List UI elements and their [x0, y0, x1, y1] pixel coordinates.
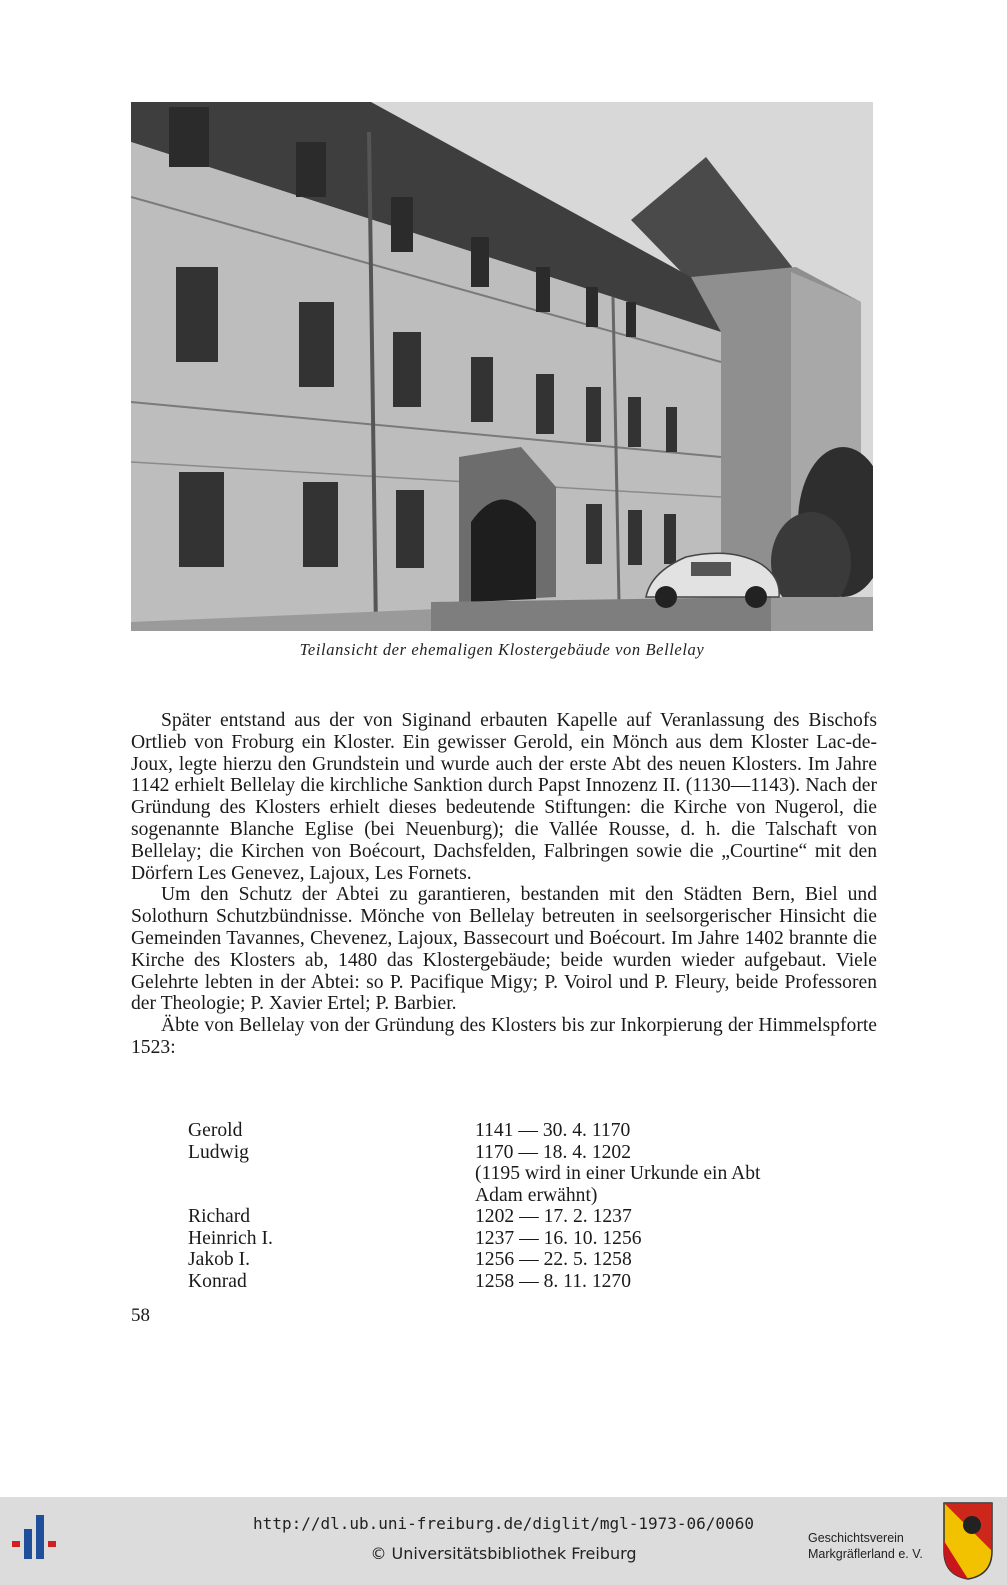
abbot-dates: 1170 — 18. 4. 1202	[475, 1141, 632, 1163]
abbot-row	[188, 1120, 868, 1142]
abbot-dates: 1258 — 8. 11. 1270	[475, 1270, 632, 1292]
abbot-dates: 1202 — 17. 2. 1237	[475, 1206, 632, 1227]
footer-bar	[0, 1497, 1007, 1585]
footer-url-link[interactable]: http://dl.ub.uni-freiburg.de/diglit/mgl-1973-06/0060	[253, 1514, 754, 1533]
monastery-photo	[131, 102, 873, 631]
abbot-name: Jakob I.	[188, 1249, 251, 1270]
abbot-row	[188, 1249, 868, 1271]
society-name	[808, 1530, 933, 1562]
abbot-dates: 1141 — 30. 4. 1170	[475, 1120, 631, 1141]
society-line: Markgräflerland e. V.	[808, 1547, 923, 1561]
footer-copyright: © Universitätsbibliothek Freiburg	[370, 1544, 637, 1563]
abbot-dates: 1256 — 22. 5. 1258	[475, 1249, 632, 1270]
abbot-name: Konrad	[188, 1270, 247, 1292]
coat-of-arms-icon	[942, 1501, 994, 1581]
abbot-dates: 1237 — 16. 10. 1256	[475, 1227, 642, 1249]
abbot-name: Gerold	[188, 1120, 243, 1141]
abbot-row	[188, 1142, 868, 1164]
abbot-row	[188, 1206, 868, 1228]
paragraph: Um den Schutz der Abtei zu garantieren, bestanden mit den Städten Bern, Biel und Solothurn Schutzbündnisse. Mönche von Bellelay betreuten in seelsorgerischer Hinsicht die Gemeinden Tavannes, Chevenez, Lajoux, Bassecourt und Boécourt. Im Jahre 1402 brannte die Kirche des Klosters ab, 1480 das Klostergebäude; beide wurden wieder aufgebaut. Viele Gelehrte lebten in der Abtei: so P. Pacifique Migy; P. Voirol und P. Fleury, beide Professoren der Theologie; P. Xavier Ertel; P. Barbier.	[131, 884, 877, 1015]
abbot-name: Ludwig	[188, 1141, 249, 1163]
photo-caption: Teilansicht der ehemaligen Klostergebäude von Bellelay	[299, 640, 705, 659]
abbot-row	[188, 1271, 868, 1293]
body-text	[131, 710, 877, 1059]
monastery-photo-image	[131, 102, 873, 631]
abbot-note: (1195 wird in einer Urkunde ein Abt Adam erwähnt)	[475, 1163, 761, 1206]
abbot-list	[188, 1120, 868, 1292]
abbot-name: Richard	[188, 1206, 251, 1227]
society-line: Geschichtsverein	[808, 1531, 904, 1545]
abbot-row	[188, 1228, 868, 1250]
abbot-name: Heinrich I.	[188, 1227, 273, 1249]
paragraph: Später entstand aus der von Siginand erbauten Kapelle auf Veranlassung des Bischofs Ortlieb von Froburg ein Kloster. Ein gewisser Gerold, ein Mönch aus dem Kloster Lac-de-Joux, legte hierzu den Grundstein und wurde auch der erste Abt des neuen Klosters. Im Jahre 1142 erhielt Bellelay die kirchliche Sanktion durch Papst Innozenz II. (1130—1143). Nach der Gründung des Klosters erhielt dieses bedeutende Stiftungen: die Kirche von Nugerol, die sogenannte Blanche Eglise (bei Neuenburg); die Vallée Rousse, d. h. die Talschaft von Bellelay; die Kirchen von Boécourt, Dachsfelden, Falbringen sowie die „Courtine“ mit den Dörfern Les Genevez, Lajoux, Les Fornets.	[131, 710, 877, 884]
page-number: 58	[131, 1305, 150, 1326]
paragraph: Äbte von Bellelay von der Gründung des Klosters bis zur Inkorpierung der Himmelspforte 1523:	[131, 1015, 877, 1058]
